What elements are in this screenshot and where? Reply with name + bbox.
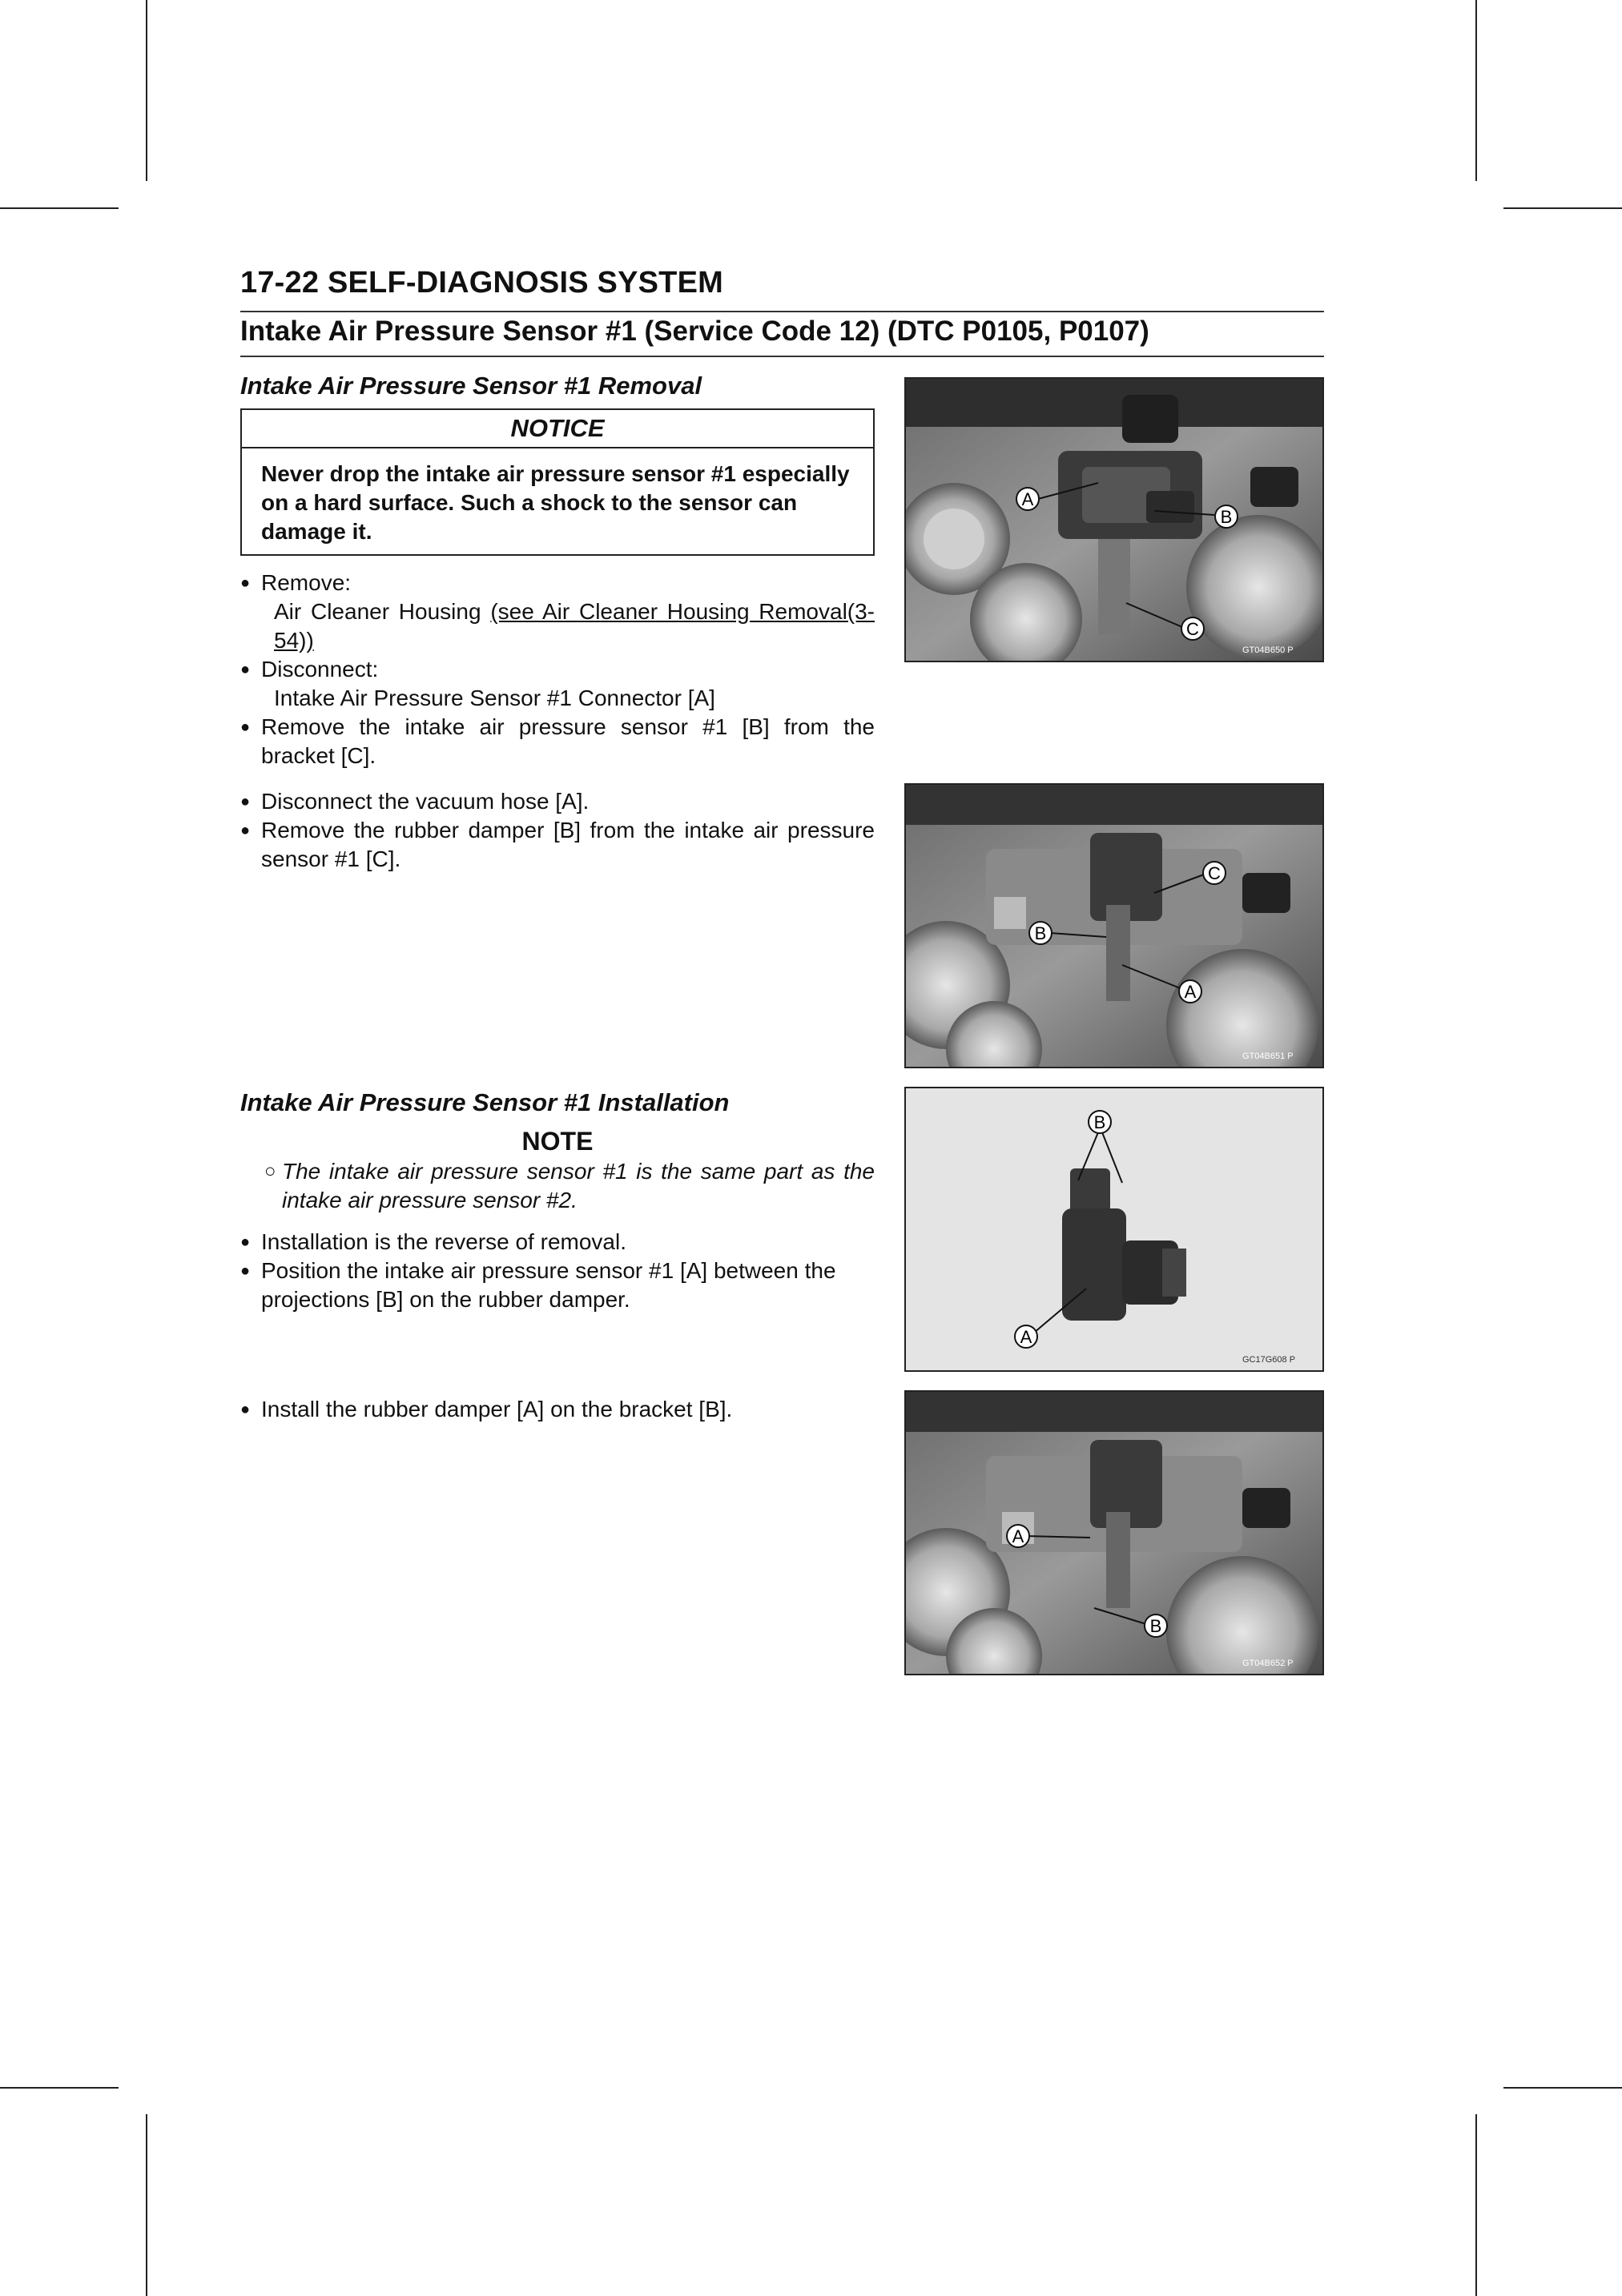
damper-install-section	[240, 1395, 875, 1424]
installation-title: Intake Air Pressure Sensor #1 Installation	[240, 1088, 730, 1116]
step-install-damper: ● Install the rubber damper [A] on the bracket [B].	[240, 1395, 875, 1424]
step-remove-sensor: ● Remove the intake air pressure sensor #1 [B] from the bracket [C].	[240, 713, 875, 770]
figure-damper-install	[904, 1390, 1324, 1675]
crop-mark	[1503, 2087, 1622, 2089]
crop-mark	[146, 0, 147, 181]
step-install-reverse: ● Installation is the reverse of removal.	[240, 1228, 875, 1257]
callout-a: A	[1184, 982, 1197, 1002]
air-cleaner-housing-link[interactable]: (see Air Cleaner Housing Removal(3-54))	[274, 599, 875, 653]
callout-b: B	[1220, 507, 1233, 527]
section-rule	[240, 356, 1324, 357]
notice-text: Never drop the intake air pressure sensor #1 especially on a hard surface. Such a shock to the sensor can damage it.	[261, 461, 850, 544]
step-disconnect	[240, 655, 875, 684]
step-position-sensor: ● Position the intake air pressure sensor #1 [A] between the projections [B] on the rubber damper.	[240, 1257, 875, 1314]
crop-mark	[1475, 0, 1477, 181]
callout-b: B	[1093, 1112, 1106, 1132]
notice-label: NOTICE	[242, 410, 873, 448]
figure-code: GC17G608 P	[1242, 1355, 1296, 1365]
hose-section	[240, 787, 875, 874]
figure-sensor-removal	[904, 377, 1324, 662]
callout-a: A	[1020, 1327, 1032, 1347]
step-remove-item-text: Air Cleaner Housing	[274, 599, 491, 624]
crop-mark	[1503, 207, 1622, 209]
step-disconnect-label: Disconnect:	[261, 657, 379, 682]
figure-sensor-damper-image	[906, 1088, 1322, 1370]
crop-mark	[1475, 2114, 1477, 2296]
figure-code: GT04B650 P	[1242, 645, 1294, 655]
page-title: 17-22 SELF-DIAGNOSIS SYSTEM	[240, 266, 723, 300]
section-title: Intake Air Pressure Sensor #1 (Service Code 12) (DTC P0105, P0107)	[240, 316, 1149, 347]
step-remove-item	[240, 597, 875, 655]
note-label: NOTE	[521, 1127, 594, 1156]
installation-section	[240, 1088, 875, 1314]
notice-box	[240, 408, 875, 556]
figure-damper-install-image	[906, 1392, 1322, 1674]
manual-page	[240, 0, 1324, 2296]
crop-mark	[146, 2114, 147, 2296]
crop-mark	[0, 2087, 119, 2089]
callout-b: B	[1034, 923, 1047, 943]
figure-sensor-damper	[904, 1087, 1324, 1372]
removal-section	[240, 372, 875, 770]
removal-title: Intake Air Pressure Sensor #1 Removal	[240, 372, 702, 400]
step-remove-damper: ● Remove the rubber damper [B] from the intake air pressure sensor #1 [C].	[240, 816, 875, 874]
step-disconnect-hose: ● Disconnect the vacuum hose [A].	[240, 787, 875, 816]
callout-a: A	[1021, 489, 1034, 509]
note-text: ○ The intake air pressure sensor #1 is the same part as the intake air pressure sensor #2.	[240, 1157, 875, 1215]
callout-c: C	[1208, 863, 1221, 883]
figure-sensor-removal-image	[906, 379, 1322, 661]
figure-code: GT04B651 P	[1242, 1051, 1294, 1061]
step-remove	[240, 569, 875, 597]
step-remove-label: Remove:	[261, 570, 352, 595]
figure-code: GT04B652 P	[1242, 1659, 1294, 1668]
figure-damper-removal-image	[906, 785, 1322, 1067]
figure-damper-removal	[904, 783, 1324, 1068]
callout-a: A	[1012, 1526, 1024, 1546]
header-rule	[240, 311, 1324, 312]
crop-mark	[0, 207, 119, 209]
step-disconnect-item: Intake Air Pressure Sensor #1 Connector [A]	[274, 686, 715, 710]
callout-c: C	[1186, 619, 1199, 639]
callout-b: B	[1149, 1616, 1162, 1636]
